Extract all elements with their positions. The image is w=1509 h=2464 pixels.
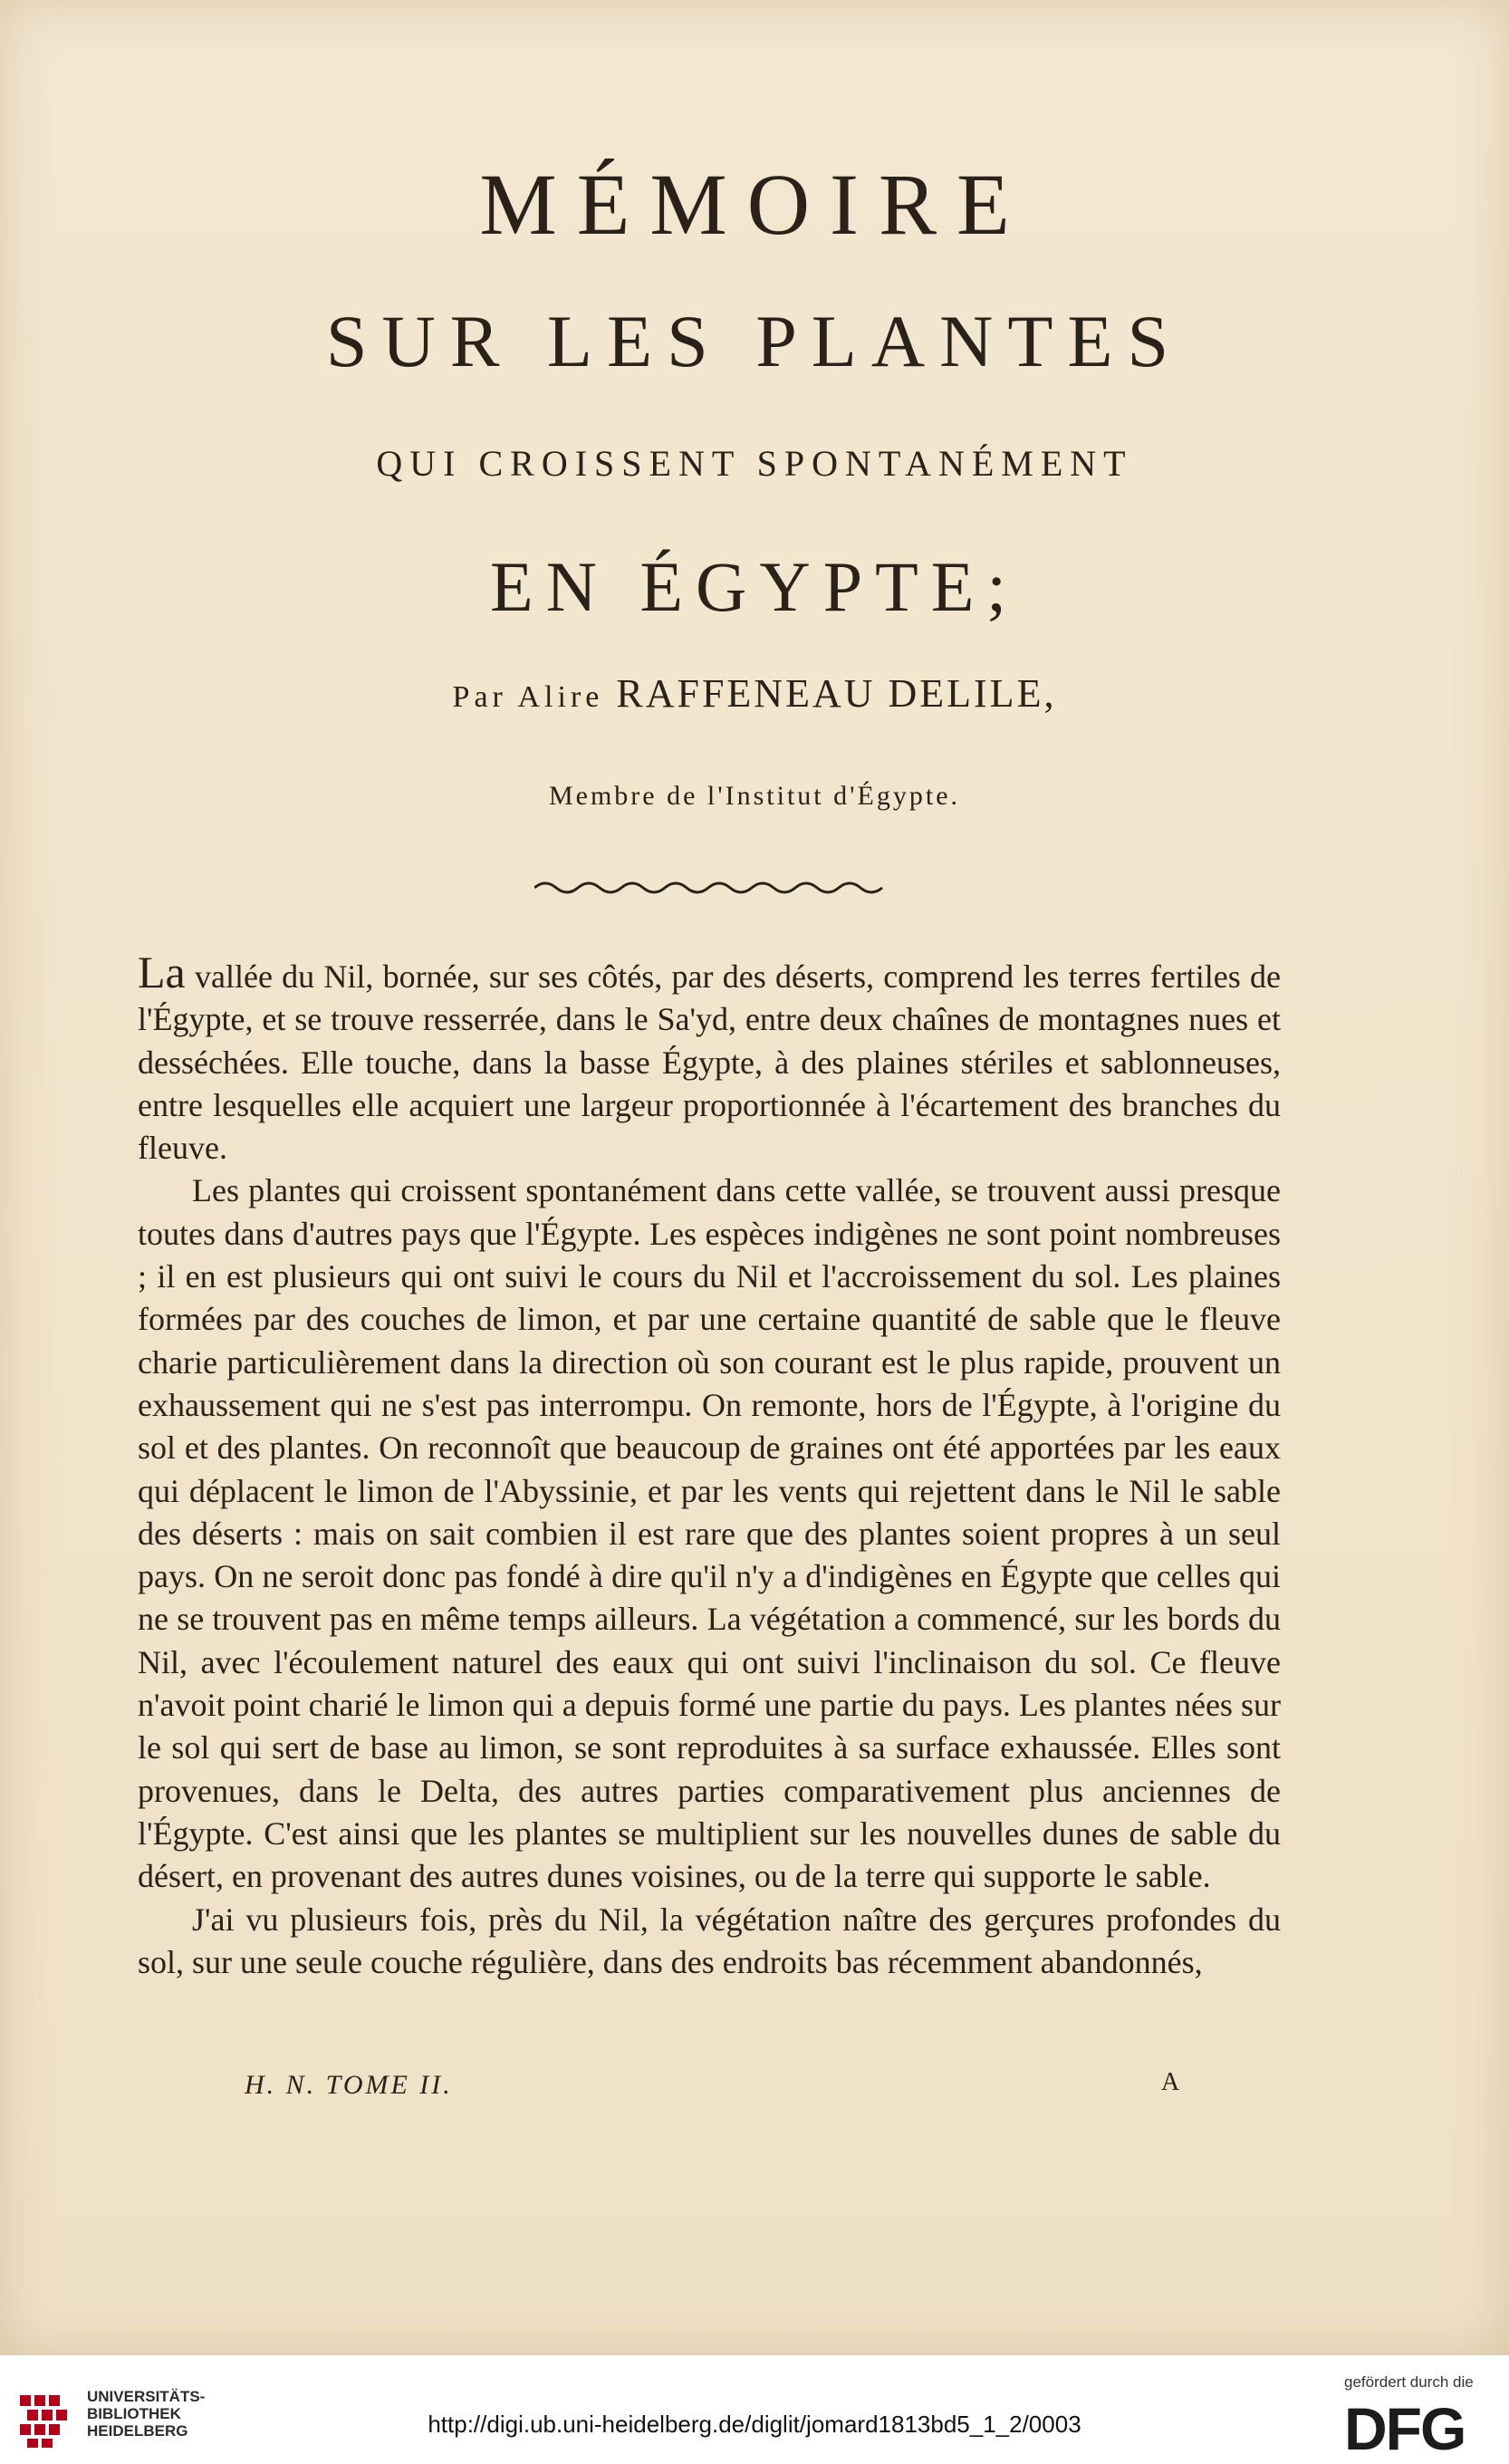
university-name-text: UNIVERSITÄTS- BIBLIOTHEK HEIDELBERG xyxy=(87,2388,206,2440)
author-affiliation: Membre de l'Institut d'Égypte. xyxy=(548,781,961,811)
signature-line: H. N. TOME II. xyxy=(245,2070,453,2100)
author-prefix: Par Alire xyxy=(452,680,604,714)
title-line-egypte: EN ÉGYPTE; xyxy=(489,547,1020,626)
page-url-link[interactable]: http://digi.ub.uni-heidelberg.de/diglit/jomard1813bd5_1_2/0003 xyxy=(428,2411,1081,2438)
title-line-croissent: QUI CROISSENT SPONTANÉMENT xyxy=(376,443,1133,484)
dfg-logo: DFG xyxy=(1344,2395,1466,2462)
dropcap: La xyxy=(138,947,186,997)
paragraph-1-text: vallée du Nil, bornée, sur ses côtés, par des déserts, comprend les terres fertiles de l'Égypte, et se trouve resserrée, dans le Sa'yd, entre deux chaînes de montagnes nues et desséchées. Elle touche, dans la basse Égypte, à des plaines stériles et sablonneuses, entre lesquelles elle acquiert une largeur proportionnée à l'écartement des branches du fleuve. xyxy=(138,958,1281,1167)
title-line-memoire: MÉMOIRE xyxy=(479,156,1030,253)
author-line xyxy=(0,670,1509,717)
paragraph-2: Les plantes qui croissent spontanément dans cette vallée, se trouvent aussi presque toutes dans d'autres pays que l'Égypte. Les espèces indigènes ne sont point nombreuses ; il en est plusieurs qui ont suivi le cours du Nil et l'accroissement du sol. Les plaines formées par des couches de limon, et par une certaine quantité de sable que le fleuve charie particulièrement dans la direction où son courant est le plus rapide, prouvent un exhaussement qui ne s'est pas interrompu. On remonte, hors de l'Égypte, à l'origine du sol et des plantes. On reconnoît que beaucoup de graines ont été apportées par les eaux qui déplacent le limon de l'Abyssinie, et par les vents qui rejettent dans le Nil le sable des déserts : mais on sait combien il est rare que des plantes soient propres à un seul pays. On ne seroit donc pas fondé à dire qu'il n'y a d'indigènes en Égypte que celles qui ne se trouvent pas en même temps ailleurs. La végétation a commencé, sur les bords du Nil, avec l'écoulement naturel des eaux qui ont suivi l'inclinaison du sol. Ce fleuve n'avoit point charié le limon qui a depuis formé une partie du pays. Les plantes nées sur le sol qui sert de base au limon, se sont reproduites à sa surface exhaussée. Elles sont provenues, dans le Delta, des autres parties comparativement plus anciennes de l'Égypte. C'est ainsi que les plantes se multiplient sur les nouvelles dunes de sable du désert, en provenant des autres dunes voisines, ou de la terre qui supporte le sable. xyxy=(138,1172,1281,1895)
dfg-funding-caption: gefördert durch die xyxy=(1344,2373,1474,2391)
wavy-ornament-divider xyxy=(534,874,888,901)
body-text xyxy=(138,947,1281,1984)
paragraph-3: J'ai vu plusieurs fois, près du Nil, la végétation naître des gerçures profondes du sol, sur une seule couche régulière, dans des endroits bas récemment abandonnés, xyxy=(138,1901,1281,1980)
title-line-plantes: SUR LES PLANTES xyxy=(325,300,1184,382)
author-name: RAFFENEAU DELILE, xyxy=(616,671,1057,716)
signature-mark: A xyxy=(1161,2068,1180,2096)
paragraph-1 xyxy=(138,947,1281,1169)
